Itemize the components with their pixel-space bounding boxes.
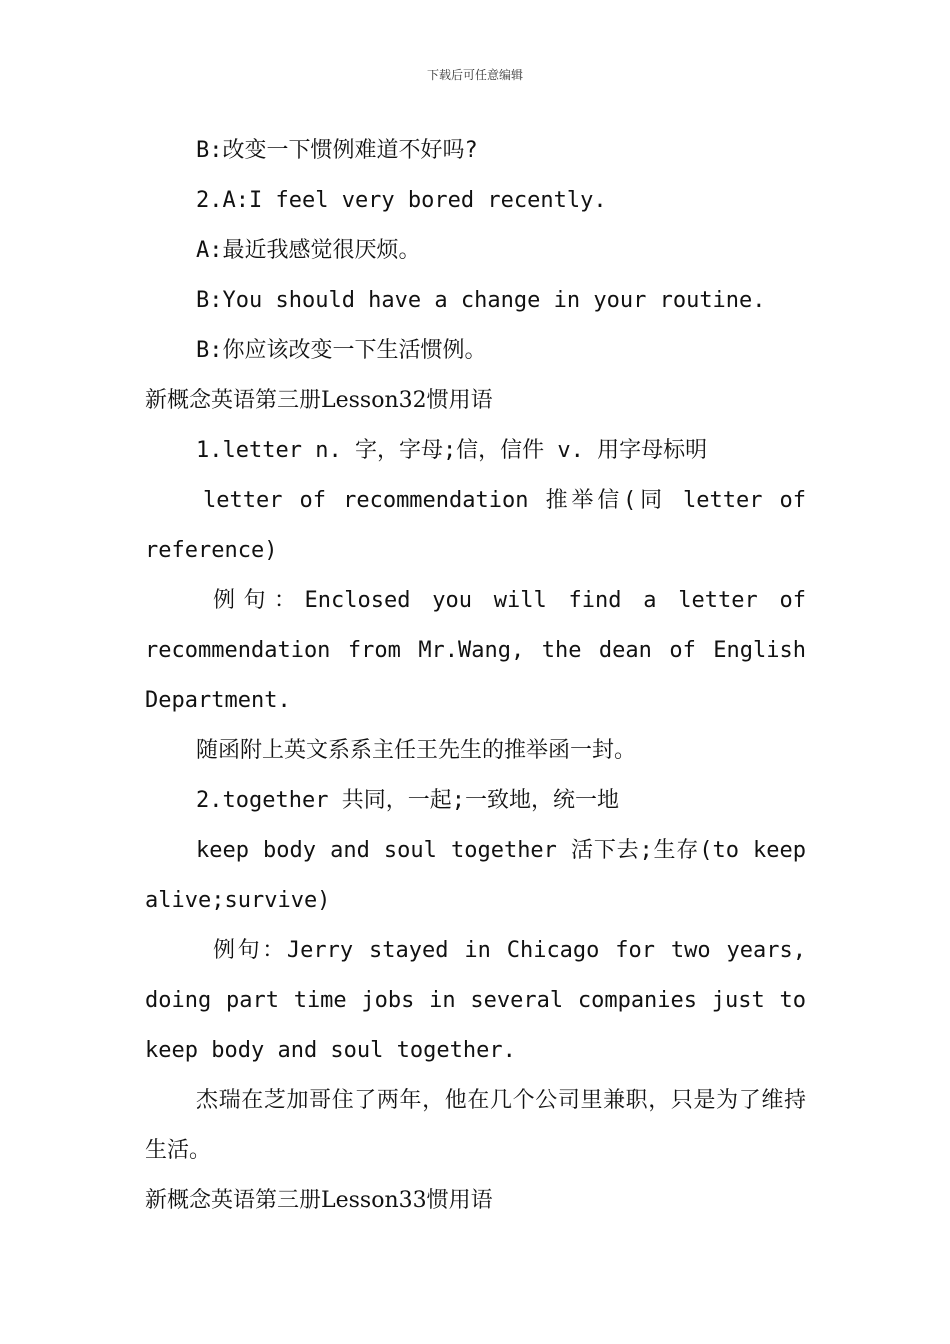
dialogue-line: B:You should have a change in your routine. xyxy=(196,288,766,313)
vocab-phrase: letter of recommendation 推举信(同 letter of reference) xyxy=(145,488,806,563)
vocab-phrase: keep body and soul together 活下去;生存(to keep alive;survive) xyxy=(145,838,806,913)
example-translation: 随函附上英文系系主任王先生的推举函一封。 xyxy=(196,738,637,763)
document-body xyxy=(145,126,806,1226)
dialogue-line: B:改变一下惯例难道不好吗? xyxy=(196,138,478,163)
vocab-entry: 2.together 共同，一起;一致地，统一地 xyxy=(196,788,619,813)
lesson-heading: 新概念英语第三册Lesson32惯用语 xyxy=(145,388,493,413)
vocab-entry: 1.letter n. 字，字母;信，信件 v. 用字母标明 xyxy=(196,438,708,463)
dialogue-line: B:你应该改变一下生活惯例。 xyxy=(196,338,487,363)
example-sentence: 例句：Enclosed you will find a letter of recommendation from Mr.Wang, the dean of English Department. xyxy=(145,588,806,713)
lesson-heading: 新概念英语第三册Lesson33惯用语 xyxy=(145,1188,493,1213)
example-sentence: 例句：Jerry stayed in Chicago for two years, doing part time jobs in several companies just to keep body and soul together. xyxy=(145,938,806,1063)
dialogue-line: A:最近我感觉很厌烦。 xyxy=(196,238,421,263)
example-translation: 杰瑞在芝加哥住了两年，他在几个公司里兼职，只是为了维持生活。 xyxy=(145,1088,806,1163)
dialogue-line: 2.A:I feel very bored recently. xyxy=(196,188,607,213)
page-header: 下载后可任意编辑 xyxy=(426,68,523,82)
